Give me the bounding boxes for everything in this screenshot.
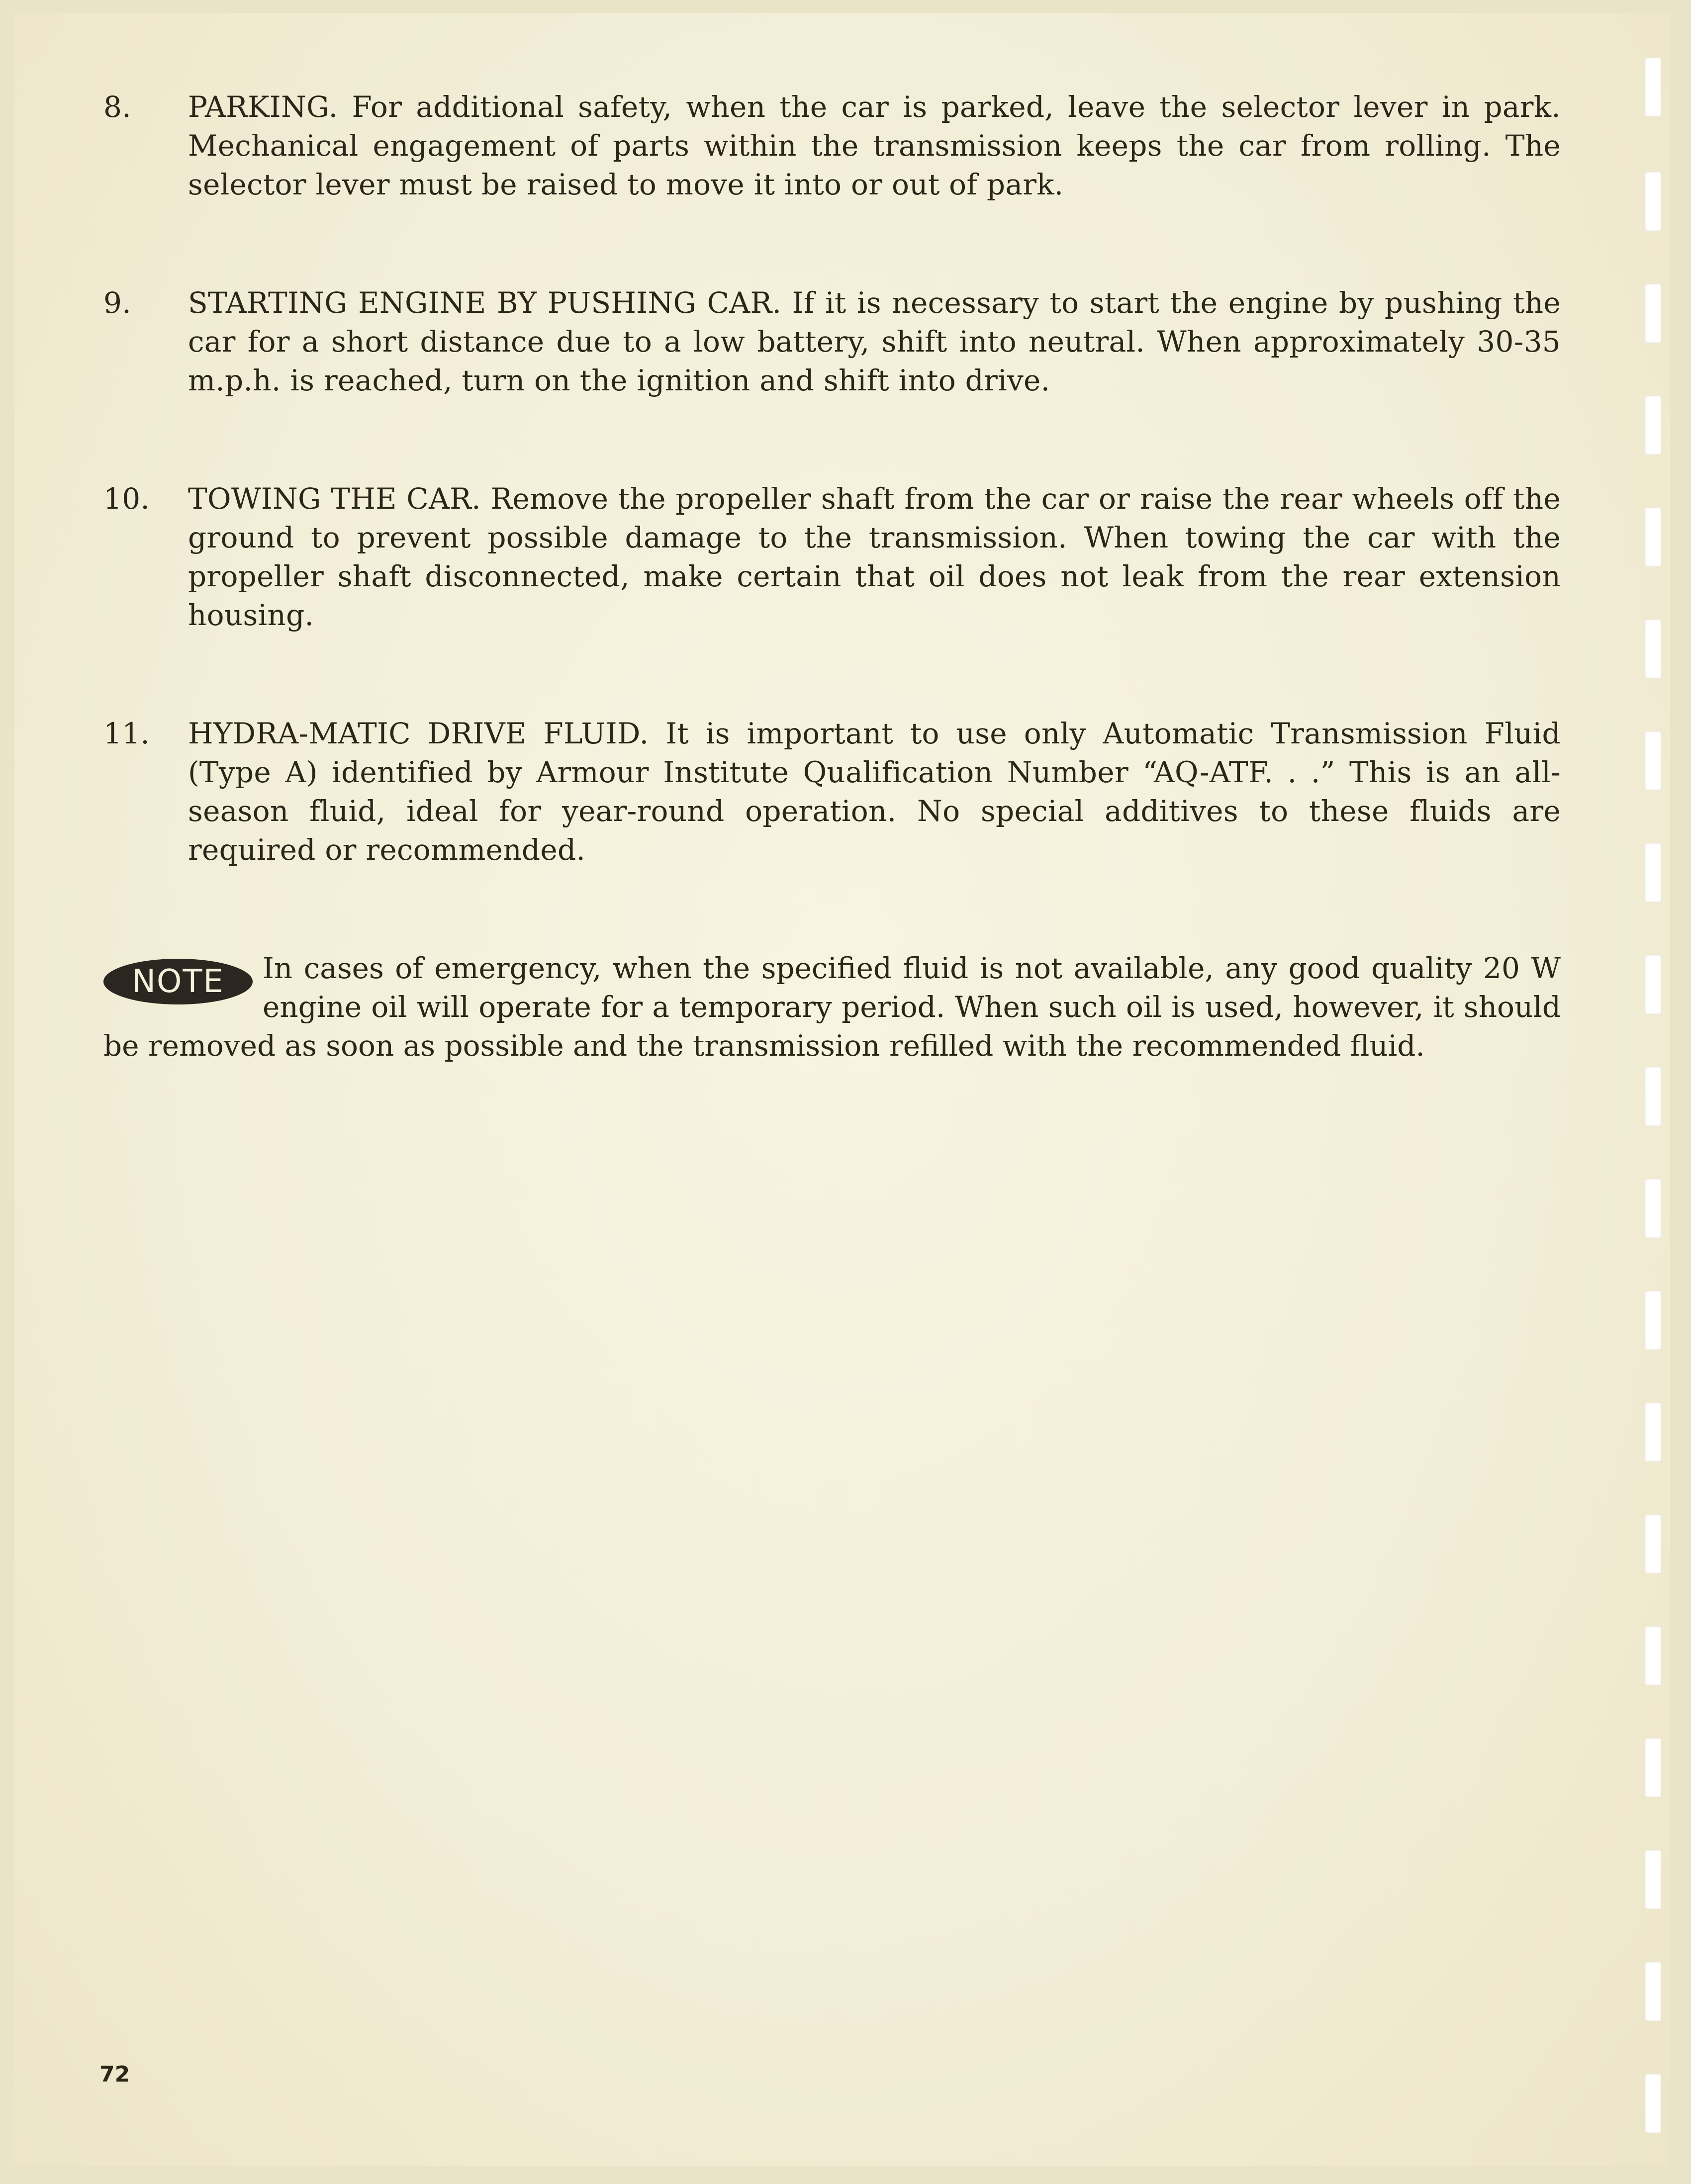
numbered-item-starting-engine — [103, 283, 1561, 400]
item-body: For additional safety, when the car is parked, leave the selector lever in park. Mechanical engagement of parts within the transmission keeps the car from rolling. The selector lever must be raised to move it into or out of park. — [188, 90, 1561, 201]
binder-slot — [1645, 1291, 1661, 1350]
binder-slot — [1645, 2074, 1661, 2133]
binder-slot — [1645, 508, 1661, 566]
binder-slot — [1645, 1850, 1661, 1909]
note-text: In cases of emergency, when the specified fluid is not available, any good quality 20 W engine oil will operate for a temporary period. When such oil is used, however, it should be removed as soon as possible and the transmission refilled with the recommended fluid. — [103, 951, 1561, 1063]
binder-slot — [1645, 172, 1661, 231]
item-body: It is important to use only Automatic Transmission Fluid (Type A) identified by Armour Institute Qualification Number “AQ-ATF. . .” This is an all-season fluid, ideal for year-round operation. No special additives to these fluids are required or recommended. — [188, 717, 1561, 867]
item-number: 11. — [103, 717, 150, 750]
item-number: 8. — [103, 90, 131, 124]
binder-slot — [1645, 1738, 1661, 1797]
binder-slot — [1645, 58, 1661, 116]
page-number: 72 — [99, 2062, 130, 2087]
numbered-item-drive-fluid — [103, 714, 1561, 869]
binder-slot — [1645, 396, 1661, 455]
binder-slot — [1645, 1403, 1661, 1461]
binder-slot — [1645, 1627, 1661, 1685]
item-number: 9. — [103, 286, 131, 320]
binder-slot — [1645, 843, 1661, 902]
numbered-item-towing — [103, 479, 1561, 635]
manual-page — [14, 13, 1670, 2166]
binder-slot — [1645, 620, 1661, 678]
binder-slot — [1645, 1962, 1661, 2021]
item-number: 10. — [103, 482, 150, 516]
binder-slot — [1645, 1179, 1661, 1238]
binder-slot — [1645, 1067, 1661, 1126]
item-body: If it is necessary to start the engine by pushing the car for a short distance due to a low battery, shift into neutral. When approximately 30-35 m.p.h. is reached, turn on the ignition and shift into drive. — [188, 286, 1561, 397]
binder-slot — [1645, 955, 1661, 1014]
item-body: Remove the propeller shaft from the car or raise the rear wheels off the ground to prevent possible damage to the transmission. When towing the car with the propeller shaft disconnected, make certain that oil does not leak from the rear extension housing. — [188, 482, 1561, 632]
item-title: TOWING THE CAR. — [188, 482, 481, 516]
item-title: PARKING. — [188, 90, 338, 124]
page-content — [103, 88, 1561, 1065]
note-block — [103, 949, 1561, 1065]
item-title: STARTING ENGINE BY PUSHING CAR. — [188, 286, 782, 320]
item-title: HYDRA-MATIC DRIVE FLUID. — [188, 717, 649, 750]
numbered-item-parking — [103, 88, 1561, 204]
binder-slot — [1645, 731, 1661, 790]
binder-punch-strip — [1625, 13, 1670, 2166]
binder-slot — [1645, 284, 1661, 343]
note-badge: NOTE — [103, 959, 253, 1004]
binder-slot — [1645, 1515, 1661, 1573]
